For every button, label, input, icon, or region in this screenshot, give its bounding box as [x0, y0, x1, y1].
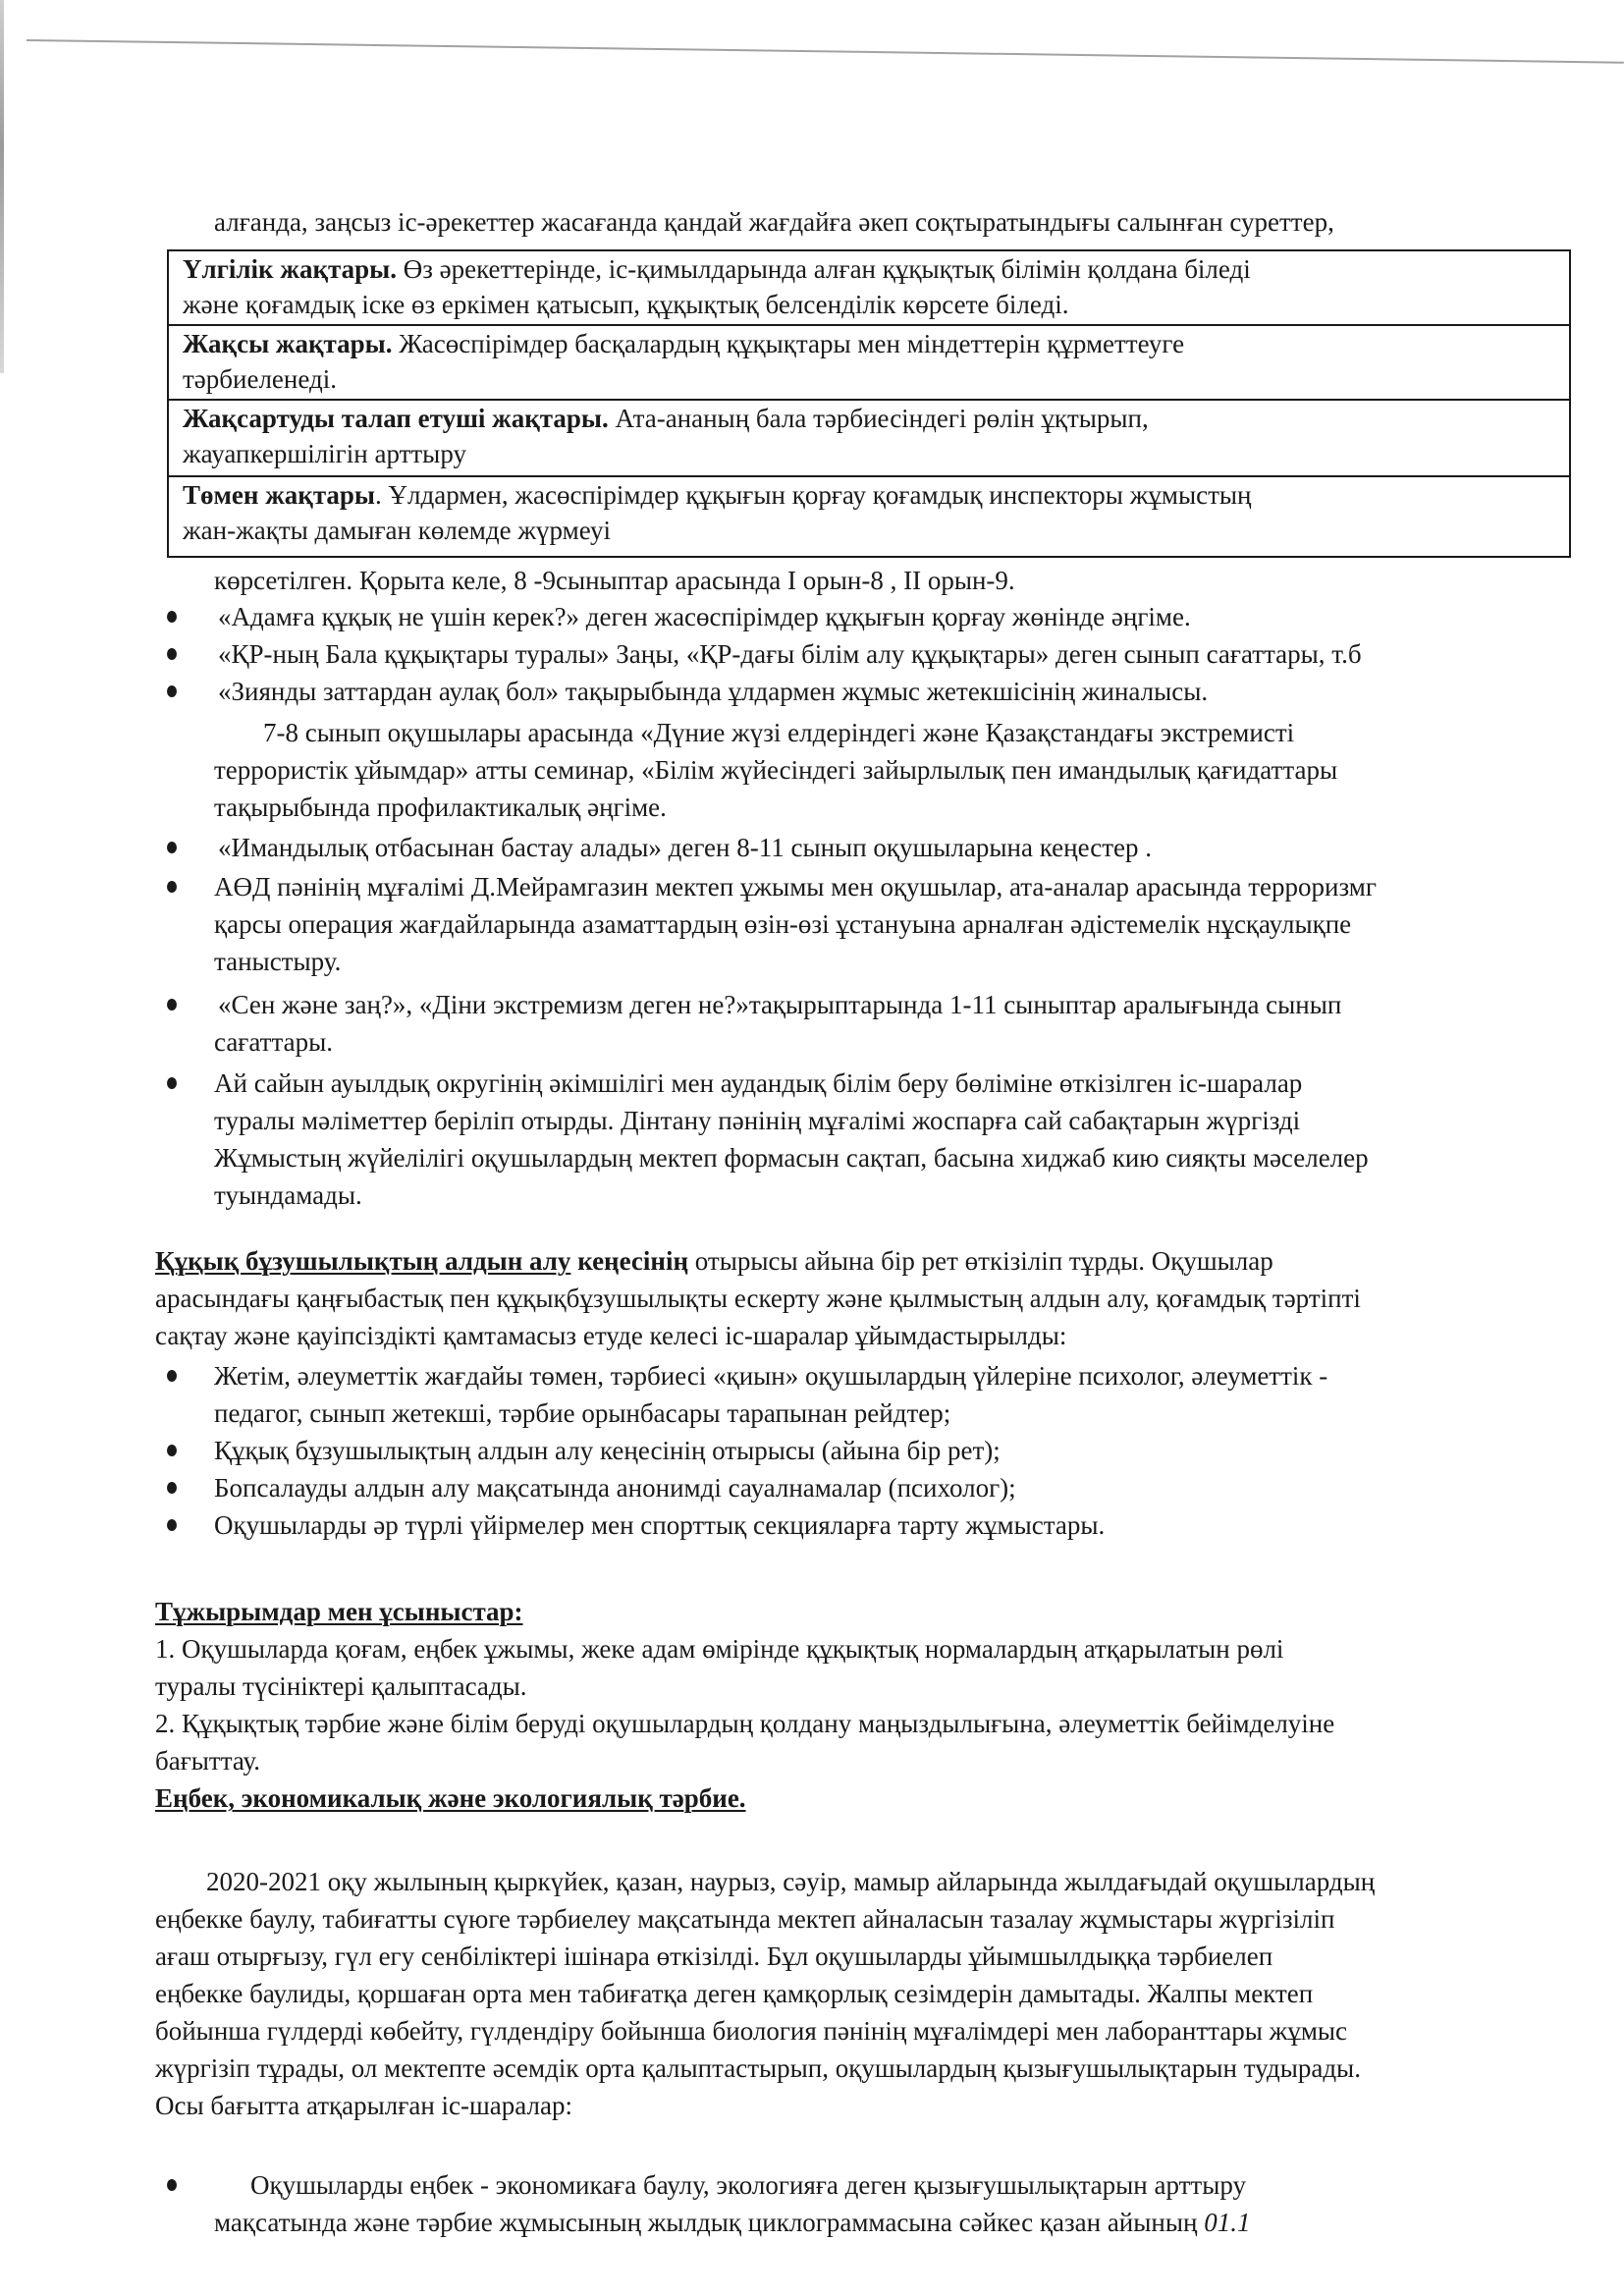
date-fragment: 01.1 [1204, 2208, 1251, 2237]
row-text-continued: және қоғамдық іске өз еркімен қатысып, құқықтық белсенділік көрсете біледі. [183, 290, 1069, 319]
bullet-icon [167, 999, 177, 1011]
intro-line: алғанда, заңсыз іс-әрекеттер жасағанда қандай жағдайға әкеп соқтыратындығы салынған суреттер, [214, 207, 1334, 237]
bullet-icon [167, 1482, 177, 1494]
list-item: «Имандылық отбасынан бастау алады» деген 8-11 сынып оқушыларына кеңестер . [218, 833, 1153, 862]
row-divider [169, 324, 1569, 326]
list-item: «Сен және заң?», «Діни экстремизм деген не?»тақырыптарында 1-11 сыныптар аралығында сынып [218, 990, 1342, 1019]
labor-heading: Еңбек, экономикалық және экологиялық тәрбие. [155, 1783, 746, 1813]
table-row [183, 403, 1149, 434]
bullet-icon [167, 1445, 177, 1456]
bullet-icon [167, 611, 177, 623]
top-rule [27, 39, 1624, 64]
bullet-icon [167, 685, 177, 697]
row-title: Төмен жақтары [183, 480, 376, 510]
bullet-icon [167, 2179, 177, 2191]
paragraph-line: 7-8 сынып оқушылары арасында «Дүние жүзі елдеріндегі және Қазақстандағы экстремисті [263, 718, 1295, 747]
bullet-icon [167, 1370, 177, 1382]
row-text-continued: тәрбиеленеді. [183, 364, 337, 394]
conclusion-line: 1. Оқушыларда қоғам, еңбек ұжымы, жеке адам өмірінде құқықтық нормалардың атқарылатын рөлі [155, 1634, 1284, 1664]
conclusion-line: бағыттау. [155, 1746, 261, 1776]
council-text: отырысы айына бір рет өткізіліп тұрды. Оқушылар [688, 1246, 1273, 1276]
council-paragraph-line: сақтау және қауіпсіздікті қамтамасыз етуде келесі іс-шаралар ұйымдастырылды: [155, 1321, 1067, 1350]
row-text: Жасөспірімдер басқалардың құқықтары мен міндеттерін құрметтеуге [392, 329, 1185, 358]
paragraph-line: тақырыбында профилактикалық әңгіме. [214, 793, 667, 822]
row-divider [169, 475, 1569, 477]
council-title: Құқық бұзушылықтың алдын алу [155, 1246, 571, 1276]
list-item: «Адамға құқық не үшін керек?» деген жасөспірімдер құқығын қорғау жөнінде әңгіме. [218, 602, 1191, 631]
list-item-continued [214, 2207, 1624, 2238]
row-title: Үлгілік жақтары. [183, 254, 397, 284]
row-divider [169, 399, 1569, 401]
list-item: Жетім, әлеуметтік жағдайы төмен, тәрбиесі «қиын» оқушылардың үйлеріне психолог, әлеуметтік - [214, 1361, 1328, 1391]
list-item: Ай сайын ауылдық округінің әкімшілігі мен аудандық білім беру бөліміне өткізілген іс-шаралар [214, 1068, 1303, 1098]
evaluation-table [167, 249, 1571, 558]
bullet-icon [167, 1077, 177, 1089]
row-text-continued: жан-жақты дамыған көлемде жүрмеуі [183, 516, 612, 545]
row-title: Жақсартуды талап етуші жақтары. [183, 404, 609, 433]
list-item: «ҚР-ның Бала құқықтары туралы» Заңы, «ҚР-дағы білім алу құқықтары» деген сынып сағаттары, т.б [218, 639, 1362, 669]
row-text: . Ұлдармен, жасөспірімдер құқығын қорғау қоғамдық инспекторы жұмыстың [375, 480, 1252, 510]
labor-paragraph-line: ағаш отырғызу, гүл егу сенбіліктері ішінара өткізілді. Бұл оқушыларды ұйымшылдыққа тәрбиелеп [155, 1941, 1273, 1971]
list-item-text: мақсатында және тәрбие жұмысының жылдық циклограммасына сәйкес қазан айының [214, 2208, 1205, 2237]
labor-paragraph-line: еңбекке баулиды, қоршаған орта мен табиғатқа деген қамқорлық сезімдерін дамытады. Жалпы мектеп [155, 1979, 1314, 2008]
paragraph-line: террористік ұйымдар» атты семинар, «Білім жүйесіндегі зайырлылық пен имандылық қағидаттары [214, 755, 1338, 785]
list-item-continued: таныстыру. [214, 947, 342, 976]
conclusions-heading: Тұжырымдар мен ұсыныстар: [155, 1597, 523, 1626]
row-text: Ата-ананың бала тәрбиесіндегі рөлін ұқтырып, [608, 404, 1149, 433]
bullet-icon [167, 842, 177, 853]
table-row [183, 253, 1251, 285]
labor-paragraph-line: еңбекке баулу, табиғатты сүюге тәрбиелеу мақсатында мектеп айналасын тазалау жұмыстары жүргізіліп [155, 1904, 1335, 1934]
conclusion-line: 2. Құқықтық тәрбие және білім беруді оқушылардың қолдану маңыздылығына, әлеуметтік бейімделуіне [155, 1709, 1335, 1738]
bullet-icon [167, 1519, 177, 1531]
row-text: Өз әрекеттерінде, іс-қимылдарында алған құқықтық білімін қолдана біледі [396, 254, 1251, 284]
list-item: Құқық бұзушылықтың алдын алу кеңесінің отырысы (айына бір рет); [214, 1436, 1001, 1465]
labor-paragraph-line: жүргізіп тұрады, ол мектепте әсемдік орта қалыптастырып, оқушылардың қызығушылықтарын тудырады. [155, 2053, 1361, 2083]
list-item: Оқушыларды әр түрлі үйірмелер мен спорттық секцияларға тарту жұмыстары. [214, 1510, 1106, 1540]
list-item: АӨД пәнінің мұғалімі Д.Мейрамгазин мектеп ұжымы мен оқушылар, ата-аналар арасында терроризмг [214, 872, 1377, 902]
council-paragraph-line: арасындағы қаңғыбастық пен құқықбұзушылықты ескерту және қылмыстың алдын алу, қоғамдық тәртіпті [155, 1284, 1361, 1313]
list-item-continued: Жұмыстың жүйелілігі оқушылардың мектеп формасын сақтап, басына хиджаб кию сияқты мәселелер [214, 1143, 1369, 1173]
list-item-continued: туындамады. [214, 1180, 362, 1210]
list-item-continued: педагог, сынып жетекші, тәрбие орынбасары тарапынан рейдтер; [214, 1398, 951, 1428]
table-row [183, 328, 1184, 359]
list-item: «Зиянды заттардан аулақ бол» тақырыбында ұлдармен жұмыс жетекшісінің жиналысы. [218, 677, 1209, 706]
labor-paragraph-line: 2020-2021 оқу жылының қыркүйек, қазан, наурыз, сәуір, мамыр айларында жылдағыдай оқушылардың [206, 1867, 1376, 1896]
list-item-continued: қарсы операция жағдайларында азаматтардың өзін-өзі ұстануына арналған әдістемелік нұсқаулықпе [214, 909, 1352, 939]
row-title: Жақсы жақтары. [183, 329, 393, 358]
list-item-continued: сағаттары. [214, 1027, 333, 1057]
council-paragraph-line [155, 1245, 1624, 1277]
row-text-continued: жауапкершілігін арттыру [183, 439, 466, 468]
scan-edge-shadow [0, 0, 4, 373]
summary-line: көрсетілген. Қорыта келе, 8 -9сыныптар арасында І орын-8 , ІІ орын-9. [214, 566, 1015, 595]
list-item: Оқушыларды еңбек - экономикаға баулу, экологияға деген қызығушылықтарын арттыру [250, 2170, 1247, 2200]
bullet-icon [167, 881, 177, 893]
labor-paragraph-line: Осы бағытта атқарылған іс-шаралар: [155, 2091, 572, 2120]
list-item: Бопсалауды алдын алу мақсатында анонимді сауалнамалар (психолог); [214, 1473, 1016, 1503]
conclusion-line: туралы түсініктері қалыптасады. [155, 1671, 527, 1701]
table-row [183, 479, 1251, 511]
council-title-rest: кеңесінің [570, 1246, 689, 1276]
labor-paragraph-line: бойынша гүлдерді көбейту, гүлдендіру бойынша биология пәнінің мұғалімдері мен лаборанттары жұмыс [155, 2016, 1348, 2046]
bullet-icon [167, 648, 177, 660]
list-item-continued: туралы мәліметтер беріліп отырды. Дінтану пәнінің мұғалімі жоспарға сай сабақтарын жүргізді [214, 1106, 1301, 1135]
